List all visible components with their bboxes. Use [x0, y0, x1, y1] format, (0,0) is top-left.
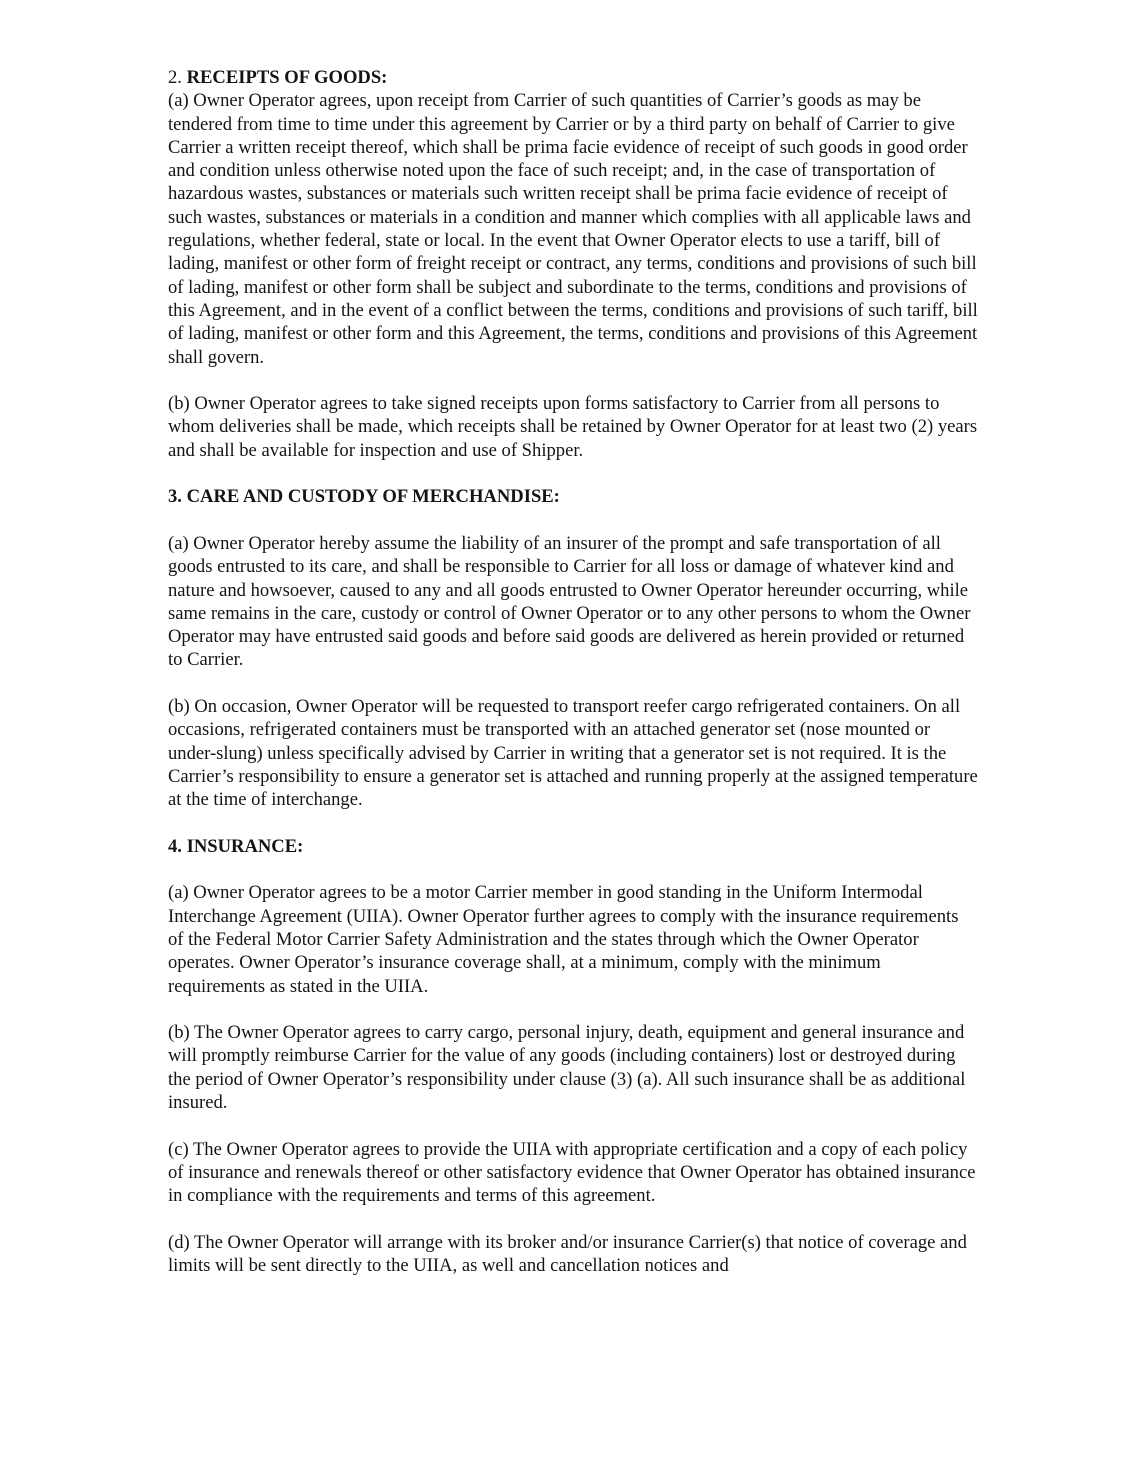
- section-heading: [168, 66, 978, 89]
- section-title: INSURANCE:: [186, 835, 304, 857]
- section-heading: [168, 835, 978, 858]
- paragraph: (b) The Owner Operator agrees to carry cargo, personal injury, death, equipment and general insurance and will promptly reimburse Carrier for the value of any goods (including containers) lost or destroyed during the period of Owner Operator’s responsibility under clause (3) (a). All such insurance shall be as additional insured.: [168, 1022, 966, 1114]
- paragraph: (d) The Owner Operator will arrange with its broker and/or insurance Carrier(s) that notice of coverage and limits will be sent directly to the UIIA, as well and cancellation notices and: [168, 1231, 967, 1277]
- section-number: 3.: [168, 486, 187, 508]
- paragraph: (a) Owner Operator agrees to be a motor Carrier member in good standing in the Uniform Intermodal Interchange Agreement (UIIA). Owner Operator further agrees to comply with the insurance requirements of the Federal Motor Carrier Safety Administration and the states through which the Owner Operator operates. Owner Operator’s insurance coverage shall, at a minimum, comply with the minimum requirements as stated in the UIIA.: [168, 882, 959, 997]
- section-receipts-of-goods: [168, 66, 978, 462]
- section-number: 4.: [168, 835, 187, 857]
- section-title: CARE AND CUSTODY OF MERCHANDISE:: [186, 486, 560, 508]
- section-heading: [168, 485, 978, 508]
- paragraph: (a) Owner Operator hereby assume the liability of an insurer of the prompt and safe transportation of all goods entrusted to its care, and shall be responsible to Carrier for all loss or damage of whatever kind and nature and howsoever, caused to any and all goods entrusted to Owner Operator hereunder occurring, while same remains in the care, custody or control of Owner Operator or to any other persons to whom the Owner Operator may have entrusted said goods and before said goods are delivered as herein provided or returned to Carrier.: [168, 532, 971, 671]
- section-care-and-custody: [168, 485, 978, 811]
- section-title: RECEIPTS OF GOODS:: [186, 67, 388, 88]
- document-page: [168, 66, 978, 1277]
- paragraph: (b) On occasion, Owner Operator will be requested to transport reefer cargo refrigerated containers. On all occasions, refrigerated containers must be transported with an attached generator set (nose mounted or under-slung) unless specifically advised by Carrier in writing that a generator set is not required. It is the Carrier’s responsibility to ensure a generator set is attached and running properly at the assigned temperature at the time of interchange.: [168, 696, 978, 811]
- section-insurance: [168, 835, 978, 1278]
- paragraph: (b) Owner Operator agrees to take signed receipts upon forms satisfactory to Carrier from all persons to whom deliveries shall be made, which receipts shall be retained by Owner Operator for at least two (2) years and shall be available for inspection and use of Shipper.: [168, 393, 978, 461]
- paragraph: (a) Owner Operator agrees, upon receipt from Carrier of such quantities of Carrier’s goods as may be tendered from time to time under this agreement by Carrier or by a third party on behalf of Carrier to give Carrier a written receipt thereof, which shall be prima facie evidence of receipt of such goods in good order and condition unless otherwise noted upon the face of such receipt; and, in the case of transportation of hazardous wastes, substances or materials such written receipt shall be prima facie evidence of receipt of such wastes, substances or materials in a condition and manner which complies with all applicable laws and regulations, whether federal, state or local. In the event that Owner Operator elects to use a tariff, bill of lading, manifest or other form of freight receipt or contract, any terms, conditions and provisions of such bill of lading, manifest or other form shall be subject and subordinate to the terms, conditions and provisions of this Agreement, and in the event of a conflict between the terms, conditions and provisions of such tariff, bill of lading, manifest or other form and this Agreement, the terms, conditions and provisions of this Agreement shall govern.: [168, 90, 978, 368]
- paragraph: (c) The Owner Operator agrees to provide the UIIA with appropriate certification and a copy of each policy of insurance and renewals thereof or other satisfactory evidence that Owner Operator has obtained insurance in compliance with the requirements and terms of this agreement.: [168, 1138, 976, 1207]
- section-number: 2.: [168, 67, 187, 88]
